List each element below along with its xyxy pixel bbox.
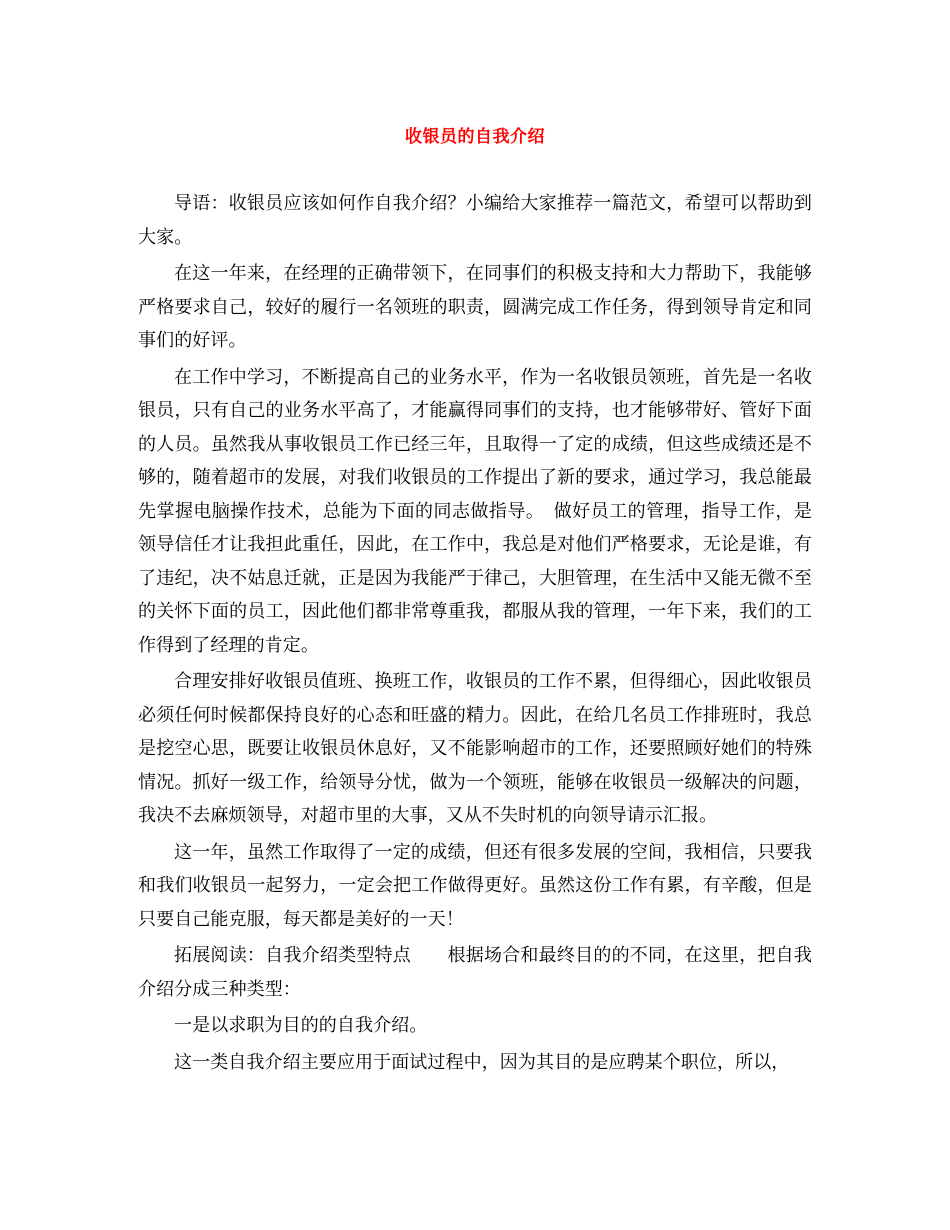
- paragraph-scheduling: 合理安排好收银员值班、换班工作，收银员的工作不累，但得细心，因此收银员必须任何时候都保持良好的心态和旺盛的精力。因此，在给几名员工作排班时，我总是挖空心思，既要让收银员休息好，又不能影响超市的工作，还要照顾好她们的特殊情况。抓好一级工作，给领导分忧，做为一个领班，能够在收银员一级解决的问题，我决不去麻烦领导，对超市里的大事，又从不失时机的向领导请示汇报。: [138, 671, 812, 826]
- document-title: 收银员的自我介绍: [405, 127, 545, 147]
- paragraph-intro: 导语：收银员应该如何作自我介绍？小编给大家推荐一篇范文，希望可以帮助到大家。: [138, 193, 812, 248]
- paragraph-year-summary: 在这一年来，在经理的正确带领下，在同事们的积极支持和大力帮助下，我能够严格要求自己，较好的履行一名领班的职责，圆满完成工作任务，得到领导肯定和同事们的好评。: [138, 263, 812, 351]
- paragraph-extended-reading: 拓展阅读：自我介绍类型特点 根据场合和最终目的的不同，在这里，把自我介绍分成三种类型：: [138, 945, 812, 1000]
- paragraph-type-one: 一是以求职为目的的自我介绍。: [174, 1015, 428, 1036]
- paragraph-learning-and-management: 在工作中学习，不断提高自己的业务水平，作为一名收银员领班，首先是一名收银员，只有自己的业务水平高了，才能赢得同事们的支持，也才能够带好、管好下面的人员。虽然我从事收银员工作已经三年，且取得一了定的成绩，但这些成绩还是不够的，随着超市的发展，对我们收银员的工作提出了新的要求，通过学习，我总能最先掌握电脑操作技术，总能为下面的同志做指导。 做好员工的管理，指导工作，是领导信任才让我担此重任，因此，在工作中，我总是对他们严格要求，无论是谁，有了违纪，决不姑息迁就，正是因为我能严于律己，大胆管理，在生活中又能无微不至的关怀下面的员工，因此他们都非常尊重我，都服从我的管理，一年下来，我们的工作得到了经理的肯定。: [138, 366, 812, 656]
- paragraph-type-one-detail: 这一类自我介绍主要应用于面试过程中，因为其目的是应聘某个职位，所以，: [174, 1051, 790, 1073]
- document-body: [138, 187, 812, 1082]
- paragraph-conclusion: 这一年，虽然工作取得了一定的成绩，但还有很多发展的空间，我相信，只要我和我们收银员一起努力，一定会把工作做得更好。虽然这份工作有累，有辛酸，但是只要自己能克服，每天都是美好的一天！: [138, 841, 812, 930]
- document-page: [138, 0, 812, 1230]
